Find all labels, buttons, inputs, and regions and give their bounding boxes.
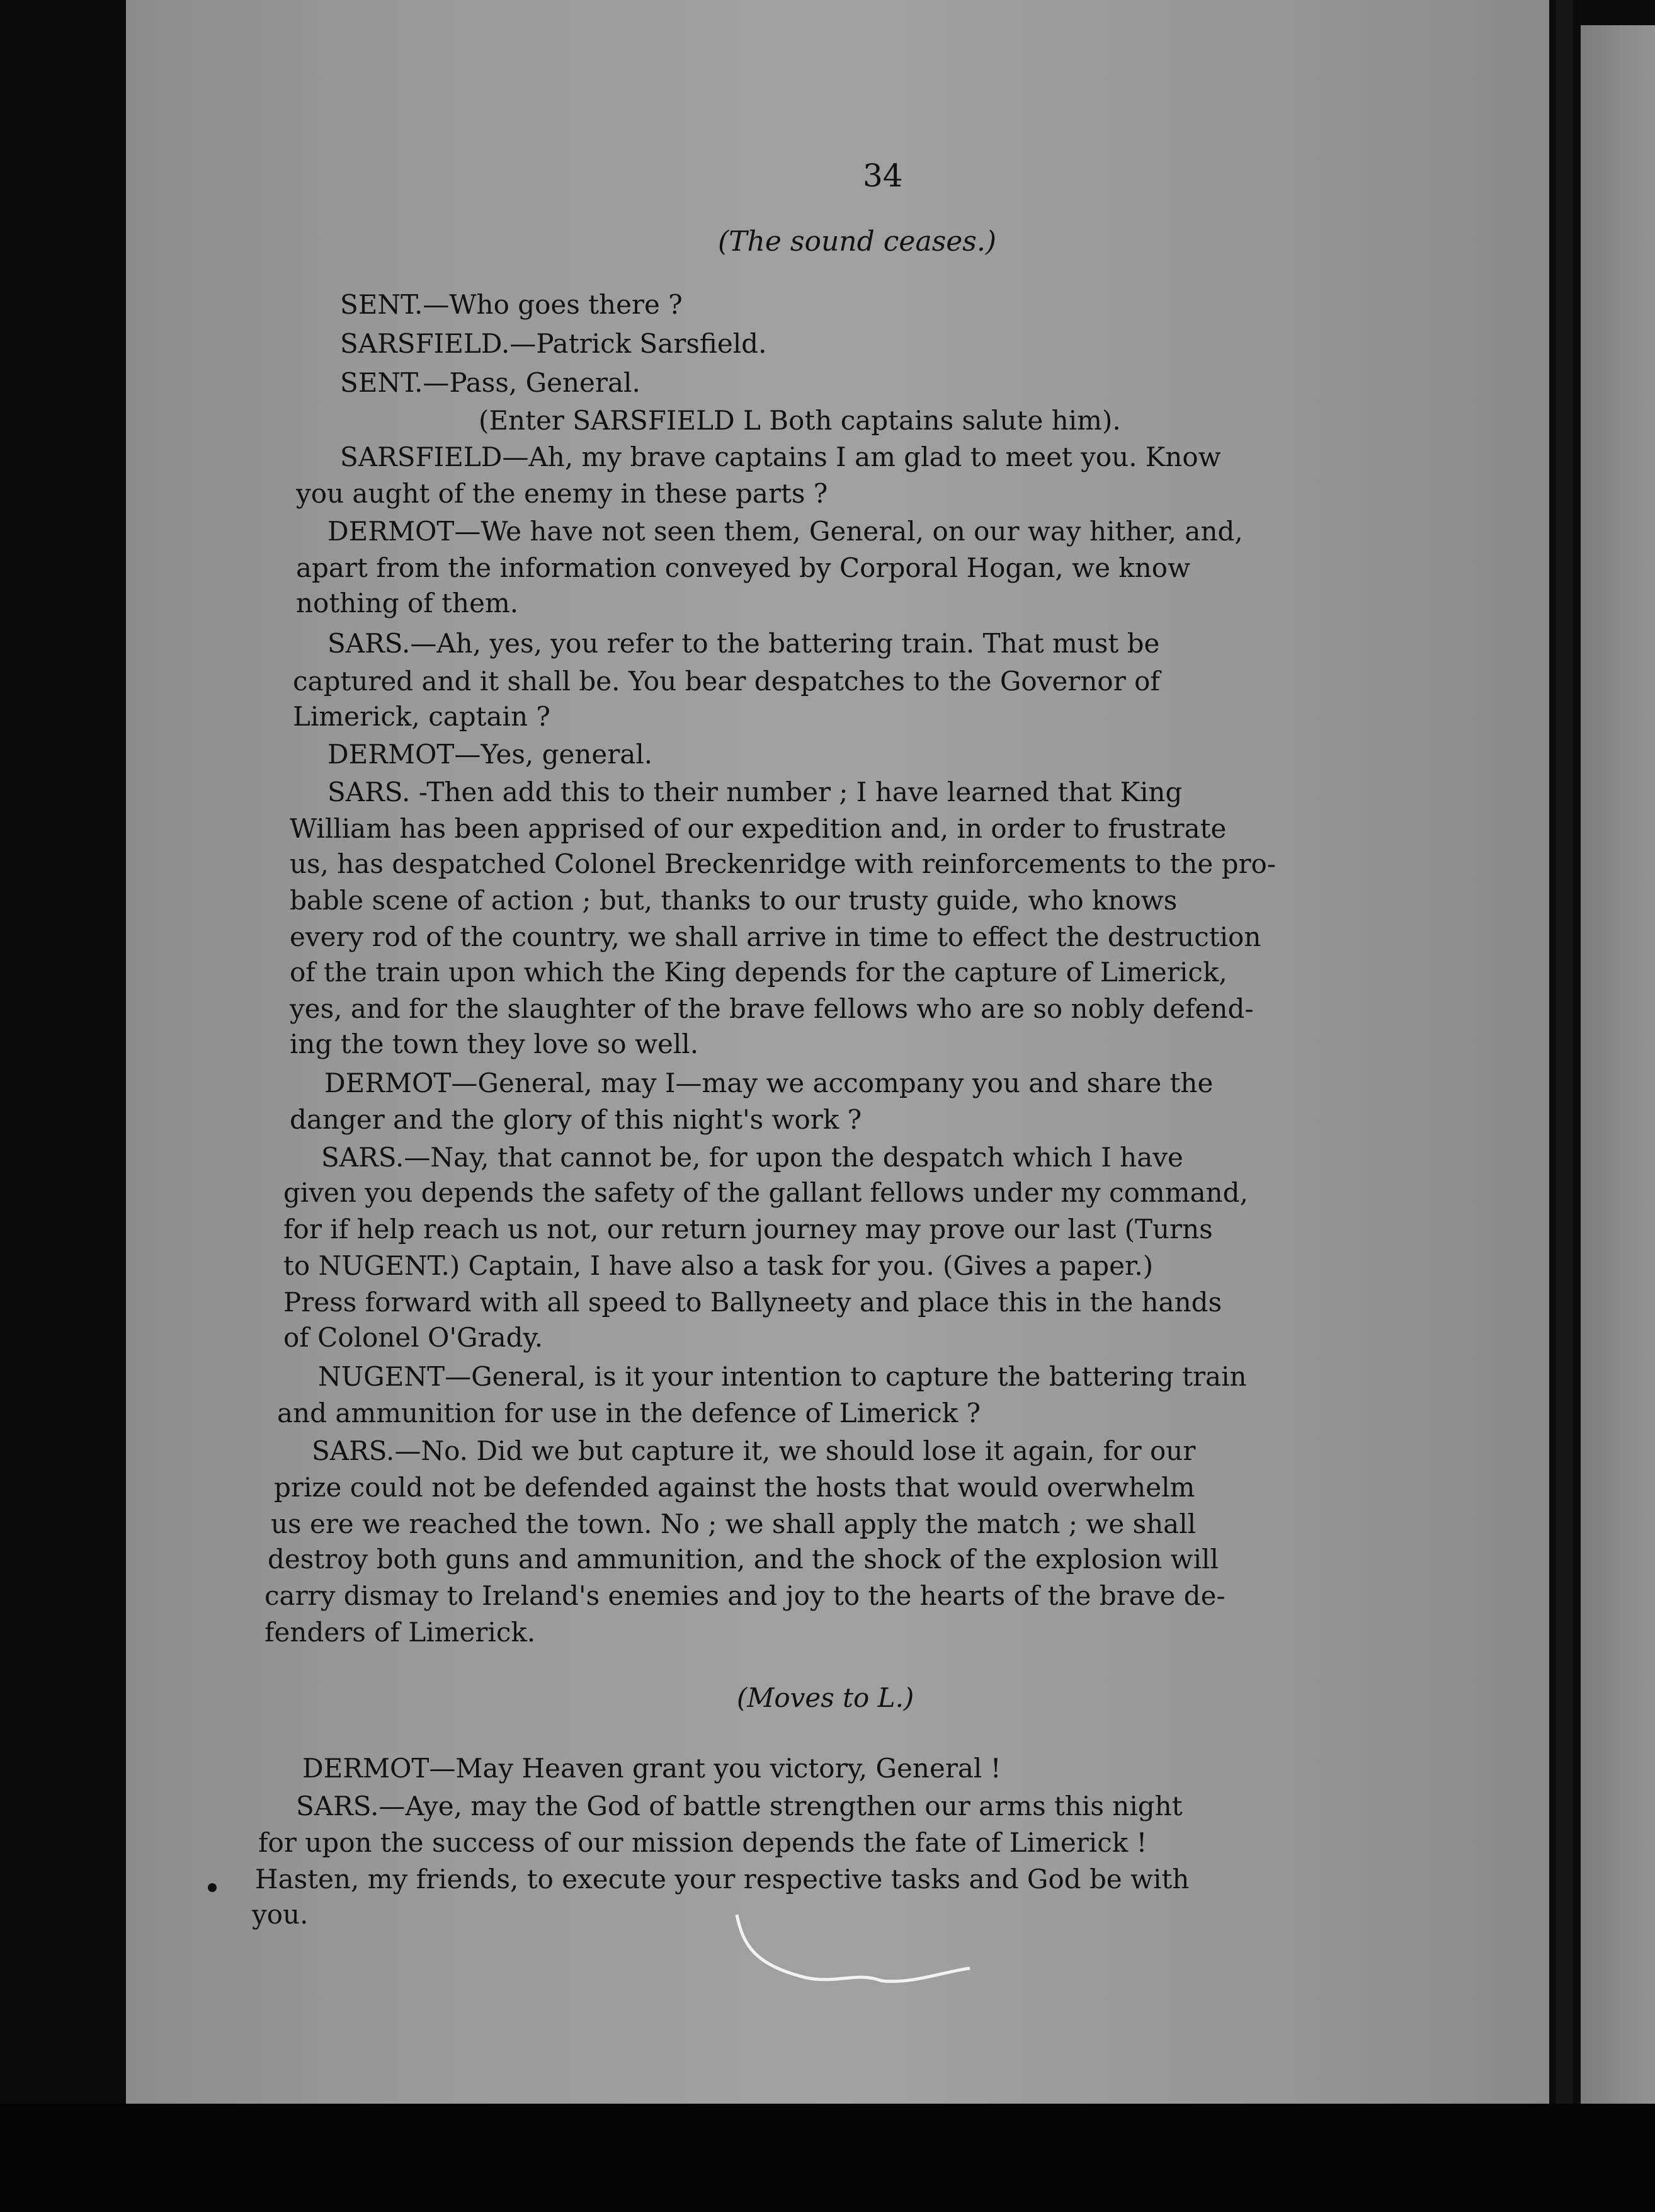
stage-direction: (Enter SARSFIELD L Both captains salute him). <box>479 405 1121 436</box>
scan-artifact-mark <box>731 1908 995 2003</box>
dialogue-line: given you depends the safety of the gallant fellows under my command, <box>283 1177 1248 1208</box>
dialogue-line: for if help reach us not, our return journey may prove our last (Turns <box>283 1214 1213 1245</box>
dialogue-line: nothing of them. <box>296 588 519 619</box>
dialogue-line: SARSFIELD.—Patrick Sarsfield. <box>340 328 767 359</box>
dialogue-line: us ere we reached the town. No ; we shall apply the match ; we shall <box>271 1508 1197 1539</box>
dialogue-line: destroy both guns and ammunition, and the shock of the explosion will <box>268 1544 1219 1575</box>
dialogue-line: captured and it shall be. You bear despatches to the Governor of <box>293 666 1160 697</box>
dialogue-line: of Colonel O'Grady. <box>283 1322 543 1353</box>
stage-direction: (The sound ceases.) <box>718 225 997 258</box>
dialogue-line: ing the town they love so well. <box>290 1029 699 1059</box>
dialogue-line: every rod of the country, we shall arrive in time to effect the destruction <box>290 921 1261 952</box>
dialogue-line: Hasten, my friends, to execute your respective tasks and God be with <box>255 1864 1190 1895</box>
dialogue-line: SENT.—Who goes there ? <box>340 289 683 320</box>
dialogue-line: SARSFIELD—Ah, my brave captains I am glad to meet you. Know <box>340 442 1221 472</box>
dialogue-line: SENT.—Pass, General. <box>340 367 640 398</box>
dialogue-line: DERMOT—We have not seen them, General, on our way hither, and, <box>327 516 1243 547</box>
dialogue-line: DERMOT—May Heaven grant you victory, General ! <box>302 1753 1001 1784</box>
scan-speck <box>208 1883 217 1892</box>
dialogue-line: prize could not be defended against the hosts that would overwhelm <box>274 1472 1195 1503</box>
dialogue-line: of the train upon which the King depends for the capture of Limerick, <box>290 957 1227 988</box>
dialogue-line: DERMOT—General, may I—may we accompany you and share the <box>324 1068 1214 1098</box>
dialogue-line: SARS.—No. Did we but capture it, we should lose it again, for our <box>312 1435 1196 1466</box>
dialogue-line: SARS.—Nay, that cannot be, for upon the despatch which I have <box>321 1142 1183 1173</box>
dialogue-line: yes, and for the slaughter of the brave fellows who are so nobly defend- <box>290 993 1254 1024</box>
dialogue-line: apart from the information conveyed by Corporal Hogan, we know <box>296 552 1191 583</box>
dialogue-line: carry dismay to Ireland's enemies and joy to the hearts of the brave de- <box>264 1580 1226 1611</box>
dialogue-line: fenders of Limerick. <box>264 1617 536 1648</box>
dialogue-line: bable scene of action ; but, thanks to our trusty guide, who knows <box>290 885 1178 916</box>
dialogue-line: danger and the glory of this night's work ? <box>290 1104 862 1135</box>
dialogue-line: to NUGENT.) Captain, I have also a task for you. (Gives a paper.) <box>283 1250 1154 1281</box>
dialogue-line: us, has despatched Colonel Breckenridge with reinforcements to the pro- <box>290 848 1277 879</box>
stage-direction: (Moves to L.) <box>737 1682 914 1713</box>
dialogue-line: SARS. -Then add this to their number ; I have learned that King <box>327 777 1183 807</box>
dialogue-line: for upon the success of our mission depends the fate of Limerick ! <box>258 1827 1147 1858</box>
dialogue-line: Limerick, captain ? <box>293 701 550 732</box>
dialogue-line: DERMOT—Yes, general. <box>327 739 653 770</box>
dialogue-line: and ammunition for use in the defence of Limerick ? <box>277 1398 981 1428</box>
dialogue-line: NUGENT—General, is it your intention to capture the battering train <box>318 1361 1247 1392</box>
page-number: 34 <box>863 157 903 194</box>
dialogue-line: SARS.—Aye, may the God of battle strengthen our arms this night <box>296 1791 1183 1821</box>
dialogue-line: Press forward with all speed to Ballyneety and place this in the hands <box>283 1287 1222 1318</box>
dialogue-line: SARS.—Ah, yes, you refer to the battering train. That must be <box>327 628 1160 659</box>
dialogue-line: you. <box>252 1899 309 1930</box>
dialogue-line: you aught of the enemy in these parts ? <box>296 478 828 509</box>
dialogue-line: William has been apprised of our expedition and, in order to frustrate <box>290 813 1227 844</box>
